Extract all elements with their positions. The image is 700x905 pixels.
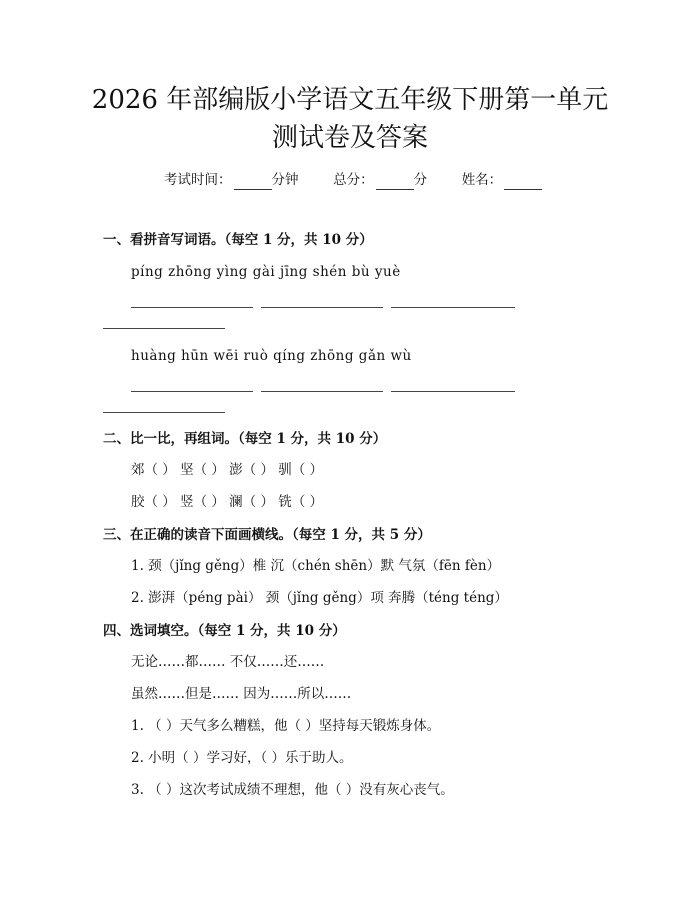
score-label: 总分：: [333, 172, 374, 188]
exam-meta: [164, 170, 542, 190]
section1-heading: 一、看拼音写词语。（每空 1 分，共 10 分）: [103, 232, 373, 248]
section4-words1: 无论……都…… 不仅……还……: [131, 654, 325, 670]
answer-line: [131, 391, 253, 392]
page-title-line1: 2026 年部编版小学语文五年级下册第一单元: [91, 85, 609, 115]
answer-line: [131, 307, 253, 308]
section3-item2: 2. 澎湃（péng pài） 颈（jǐng gěng）项 奔腾（téng téng）: [131, 590, 508, 606]
score-blank: [376, 175, 414, 190]
section1-pinyin1: píng zhōng yìng gài jīng shén bù yuè: [131, 264, 401, 280]
section1-pinyin2: huàng hūn wēi ruò qíng zhōng gǎn wù: [131, 348, 412, 364]
section2-row2: 胶（ ） 竖（ ） 澜（ ） 铣（ ）: [131, 494, 324, 510]
section2-heading: 二、比一比，再组词。（每空 1 分，共 10 分）: [103, 431, 387, 447]
section3-item1: 1. 颈（jǐng gěng）椎 沉（chén shēn）默 气氛（fēn fèn）: [131, 558, 501, 574]
name-blank: [504, 175, 542, 190]
answer-line: [391, 307, 515, 308]
time-label: 考试时间：: [164, 172, 232, 188]
score-unit: 分: [413, 172, 428, 188]
time-unit: 分钟: [271, 172, 299, 188]
answer-line: [261, 391, 383, 392]
answer-line: [103, 412, 225, 413]
answer-line: [261, 307, 383, 308]
section4-item2: 2. 小明（ ）学习好，（ ）乐于助人。: [131, 750, 353, 766]
section4-item3: 3. （ ）这次考试成绩不理想，他（ ）没有灰心丧气。: [131, 782, 454, 798]
time-blank: [234, 175, 272, 190]
section2-row1: 郊（ ） 坚（ ） 澎（ ） 驯（ ）: [131, 462, 324, 478]
section4-words2: 虽然……但是…… 因为……所以……: [131, 686, 352, 702]
section4-heading: 四、选词填空。（每空 1 分，共 10 分）: [103, 623, 346, 639]
answer-line: [391, 391, 515, 392]
section4-item1: 1. （ ）天气多么糟糕，他（ ）坚持每天锻炼身体。: [131, 718, 441, 734]
section3-heading: 三、在正确的读音下面画横线。（每空 1 分，共 5 分）: [103, 527, 431, 543]
name-label: 姓名：: [461, 172, 503, 188]
answer-line: [103, 328, 225, 329]
page-title-line2: 测试卷及答案: [271, 123, 428, 153]
